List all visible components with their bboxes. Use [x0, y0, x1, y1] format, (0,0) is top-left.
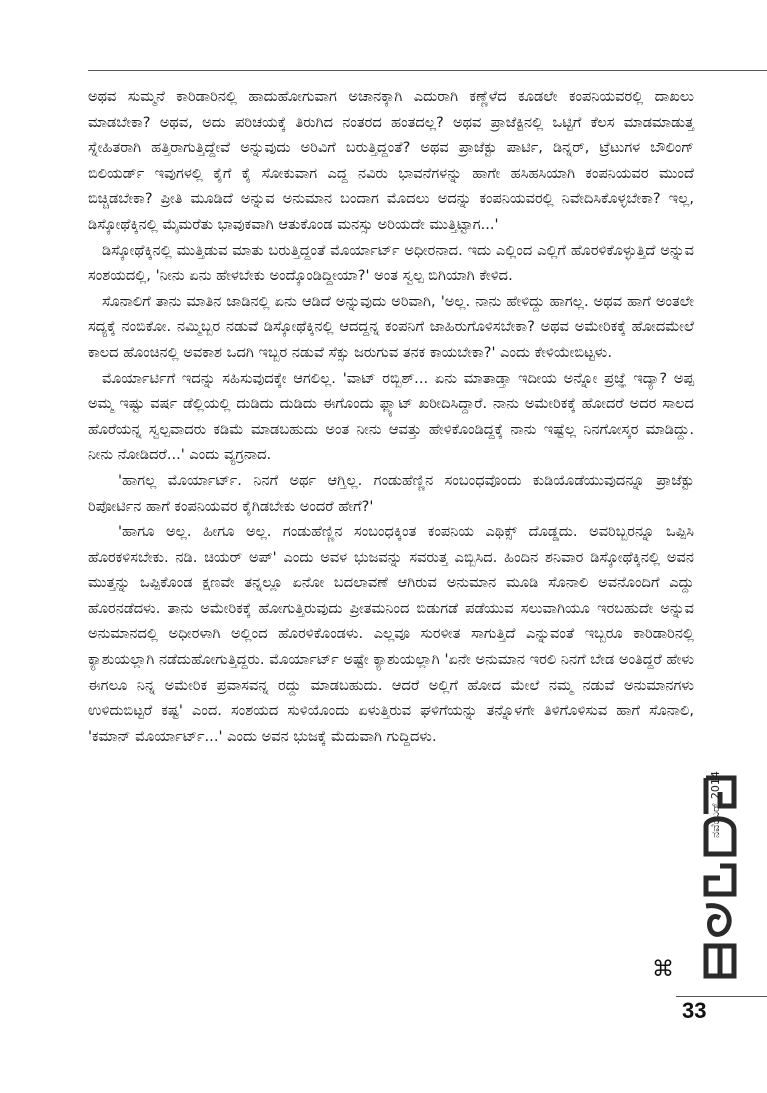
paragraph-5: 'ಹಾಗಲ್ಲ ಮೊರ್ಯಾರ್ಟ್. ನಿನಗೆ ಅರ್ಥ ಆಗ್ತಿಲ್ಲ. ಗಂಡುಹೆಣ್ಣಿನ ಸಂಬಂಧವೊಂದು ಕುಡಿಯೊಡೆಯುವುದನ್ನೂ ಪ್ರಾಜೆಕ್ಟು ರಿಪೋರ್ಟಿನ ಹಾಗೆ ಕಂಪನಿಯವರ ಕೈಗಿಡಬೇಕು ಅಂದರೆ ಹೇಗೆ?': [88, 471, 694, 515]
paragraph-2: ಡಿಸ್ಕೋಥೆಕ್ಕಿನಲ್ಲಿ ಮುತ್ತಿಡುವ ಮಾತು ಬರುತ್ತಿದ್ದಂತೆ ಮೊರ್ಯಾರ್ಟ್ ಅಧೀರನಾದ. ಇದು ಎಲ್ಲಿಂದ ಎಲ್ಲಿಗೆ ಹೊರಳಿಕೊಳ್ಳುತ್ತಿದೆ ಅನ್ನುವ ಸಂಶಯದಲ್ಲಿ, 'ನೀನು ಏನು ಹೇಳಬೇಕು ಅಂದ್ಕೊಂಡಿದ್ದೀಯಾ?' ಅಂತ ಸ್ವಲ್ಪ ಬಿಗಿಯಾಗಿ ಕೇಳಿದ.: [88, 241, 694, 285]
end-mark-icon: ⌘: [652, 957, 674, 982]
footer-rule: [676, 996, 767, 997]
paragraph-3: ಸೊನಾಲಿಗೆ ತಾನು ಮಾತಿನ ಜಾಡಿನಲ್ಲಿ ಏನು ಆಡಿದೆ ಅನ್ನುವುದು ಅರಿವಾಗಿ, 'ಅಲ್ಲ. ನಾನು ಹೇಳಿದ್ದು ಹಾಗಲ್ಲ. ಅಥವ ಹಾಗೆ ಅಂತಲೇ ಸದ್ಯಕ್ಕೆ ನಂಬಿಕೋ. ನಮ್ಮಿಬ್ಬರ ನಡುವೆ ಡಿಸ್ಕೋಥೆಕ್ಕಿನಲ್ಲಿ ಆದದ್ದನ್ನ ಕಂಪನಿಗೆ ಜಾಹಿರುಗೊಳಿಸಬೇಕಾ? ಅಥವ ಅಮೇರಿಕಕ್ಕೆ ಹೋದಮೇಲೆ ಕಾಲದ ಹೊಂಚಿನಲ್ಲಿ ಅವಕಾಶ ಒದಗಿ ಇಬ್ಬರ ನಡುವೆ ಸೆಕ್ಸು ಜರುಗುವ ತನಕ ಕಾಯಬೇಕಾ?' ಎಂದು ಕೇಳಿಯೇಬಿಟ್ಟಳು.: [88, 292, 694, 361]
page-number: 33: [682, 998, 707, 1023]
paragraph-6: 'ಹಾಗೂ ಅಲ್ಲ. ಹೀಗೂ ಅಲ್ಲ. ಗಂಡುಹೆಣ್ಣಿನ ಸಂಬಂಧಕ್ಕಿಂತ ಕಂಪನಿಯ ಎಥಿಕ್ಸ್ ದೊಡ್ಡದು. ಅವರಿಬ್ಬರನ್ನೂ ಒಪ್ಪಿಸಿ ಹೊರಕಳಿಸಬೇಕು. ನಡಿ. ಚಿಯರ್ ಅಪ್' ಎಂದು ಅವಳ ಭುಜವನ್ನು ಸವರುತ್ತ ಎಬ್ಬಿಸಿದ. ಹಿಂದಿನ ಶನಿವಾರ ಡಿಸ್ಕೋಥೆಕ್ಕಿನಲ್ಲಿ ಅವನ ಮುತ್ತನ್ನು ಒಪ್ಪಿಕೊಂಡ ಕ್ಷಣವೇ ತನ್ನಲ್ಲೂ ಏನೋ ಬದಲಾವಣೆ ಆಗಿರುವ ಅನುಮಾನ ಮೂಡಿ ಸೊನಾಲಿ ಅವನೊಂದಿಗೆ ಎದ್ದು ಹೊರನಡೆದಳು. ತಾನು ಅಮೇರಿಕಕ್ಕೆ ಹೋಗುತ್ತಿರುವುದು ಪ್ರೀತಮನಿಂದ ಬಿಡುಗಡೆ ಪಡೆಯುವ ಸಲುವಾಗಿಯೂ ಇರಬಹುದೇ ಅನ್ನುವ ಅನುಮಾನದಲ್ಲಿ ಅಧೀರಳಾಗಿ ಅಲ್ಲಿಂದ ಹೊರಳಿಕೊಂಡಳು. ಎಲ್ಲವೂ ಸುರಳೀತ ಸಾಗುತ್ತಿದೆ ಎನ್ನುವಂತೆ ಇಬ್ಬರೂ ಕಾರಿಡಾರಿನಲ್ಲಿ ಕ್ಯಾಶುಯಲ್ಲಾಗಿ ನಡೆದುಹೋಗುತ್ತಿದ್ದರು. ಮೊರ್ಯಾರ್ಟ್ ಅಷ್ಟೇ ಕ್ಯಾಶುಯಲ್ಲಾಗಿ 'ಏನೇ ಅನುಮಾನ ಇರಲಿ ನಿನಗೆ ಬೇಡ ಅಂತಿದ್ದರೆ ಹೇಳು ಈಗಲೂ ನಿನ್ನ ಅಮೇರಿಕ ಪ್ರವಾಸವನ್ನ ರದ್ದು ಮಾಡಬಹುದು. ಆದರೆ ಅಲ್ಲಿಗೆ ಹೋದ ಮೇಲೆ ನಮ್ಮ ನಡುವೆ ಅನುಮಾನಗಳು ಉಳಿದುಬಿಟ್ಟರೆ ಕಷ್ಟ' ಎಂದ. ಸಂಶಯದ ಸುಳಿಯೊಂದು ಏಳುತ್ತಿರುವ ಘಳಿಗೆಯನ್ನು ತನ್ನೊಳಗೇ ತಿಳಿಗೊಳಿಸುವ ಹಾಗೆ ಸೊನಾಲಿ, 'ಕಮಾನ್ ಮೊರ್ಯಾರ್ಟ್...' ಎಂದು ಅವನ ಭುಜಕ್ಕೆ ಮೆದುವಾಗಿ ಗುದ್ದಿದಳು.: [88, 523, 694, 745]
issue-date: ನವೆಂಬರ್ 2014: [709, 771, 722, 838]
article-body: [88, 84, 694, 749]
paragraph-1: ಅಥವ ಸುಮ್ಮನೆ ಕಾರಿಡಾರಿನಲ್ಲಿ ಹಾದುಹೋಗುವಾಗ ಅಚಾನಕ್ಕಾಗಿ ಎದುರಾಗಿ ಕಣ್ಣೆಳೆದ ಕೂಡಲೇ ಕಂಪನಿಯವರಲ್ಲಿ ದಾಖಲು ಮಾಡಬೇಕಾ? ಅಥವ, ಅದು ಪರಿಚಯಕ್ಕೆ ತಿರುಗಿದ ನಂತರದ ಹಂತದಲ್ಲ? ಅಥವ ಪ್ರಾಜೆಕ್ಟಿನಲ್ಲಿ ಒಟ್ಟಿಗೆ ಕೆಲಸ ಮಾಡಮಾಡುತ್ತ ಸ್ನೇಹಿತರಾಗಿ ಹತ್ತಿರಾಗುತ್ತಿದ್ದೇವೆ ಅನ್ನುವುದು ಅರಿವಿಗೆ ಬರುತ್ತಿದ್ದಂತೆ? ಅಥವ ಪ್ರಾಜೆಕ್ಟು ಪಾರ್ಟಿ, ಡಿನ್ನರ್, ಟ್ರೆಟುಗಳ ಬೌಲಿಂಗ್ ಬಿಲಿಯರ್ಡ್ ಇವುಗಳಲ್ಲಿ ಕೈಗೆ ಕೈ ಸೋಕುವಾಗ ಎದ್ದ ನವಿರು ಭಾವನೆಗಳನ್ನು ಹಾಗೇ ಹಸಿಹಸಿಯಾಗಿ ಕಂಪನಿಯವರ ಮುಂದೆ ಬಿಚ್ಚಿಡಬೇಕಾ? ಪ್ರೀತಿ ಮೂಡಿದೆ ಅನ್ನುವ ಅನುಮಾನ ಬಂದಾಗ ಮೊದಲು ಅದನ್ನು ಕಂಪನಿಯವರಲ್ಲಿ ನಿವೇದಿಸಿಕೊಳ್ಳಬೇಕಾ? ಇಲ್ಲ, ಡಿಸ್ಕೋಥೆಕ್ಕಿನಲ್ಲಿ ಮೈಮರೆತು ಭಾವುಕವಾಗಿ ಆತುಕೊಂಡ ಮನಸ್ಸು ಅರಿಯದೇ ಮುತ್ತಿಟ್ಟಾಗ...': [88, 88, 694, 233]
header-rule: [88, 70, 767, 71]
paragraph-4: ಮೊರ್ಯಾರ್ಟಿಗೆ ಇದನ್ನು ಸಹಿಸುವುದಕ್ಕೇ ಆಗಲಿಲ್ಲ. 'ವಾಟ್ ರಬ್ಬಿಶ್... ಏನು ಮಾತಾಡ್ತಾ ಇದೀಯ ಅನ್ನೋ ಪ್ರಜ್ಞೆ ಇದ್ಯಾ? ಅಪ್ಪ ಅಮ್ಮ ಇಷ್ಟು ವರ್ಷ ಡೆಲ್ಲಿಯಲ್ಲಿ ದುಡಿದು ದುಡಿದು ಈಗೊಂದು ಫ್ಲ್ಯಾಟ್ ಖರೀದಿಸಿದ್ದಾರೆ. ನಾನು ಅಮೇರಿಕಕ್ಕೆ ಹೋದರೆ ಅದರ ಸಾಲದ ಹೊರೆಯನ್ನ ಸ್ವಲ್ಪವಾದರು ಕಡಿಮೆ ಮಾಡಬಹುದು ಅಂತ ನೀನು ಆವತ್ತು ಹೇಳಿಕೊಂಡಿದ್ದಕ್ಕೆ ನಾನು ಇಷ್ಟೆಲ್ಲ ನಿನಗೋಸ್ಕರ ಮಾಡಿದ್ದು. ನೀನು ನೋಡಿದರೆ...' ಎಂದು ವ್ಯಗ್ರನಾದ.: [88, 369, 694, 464]
